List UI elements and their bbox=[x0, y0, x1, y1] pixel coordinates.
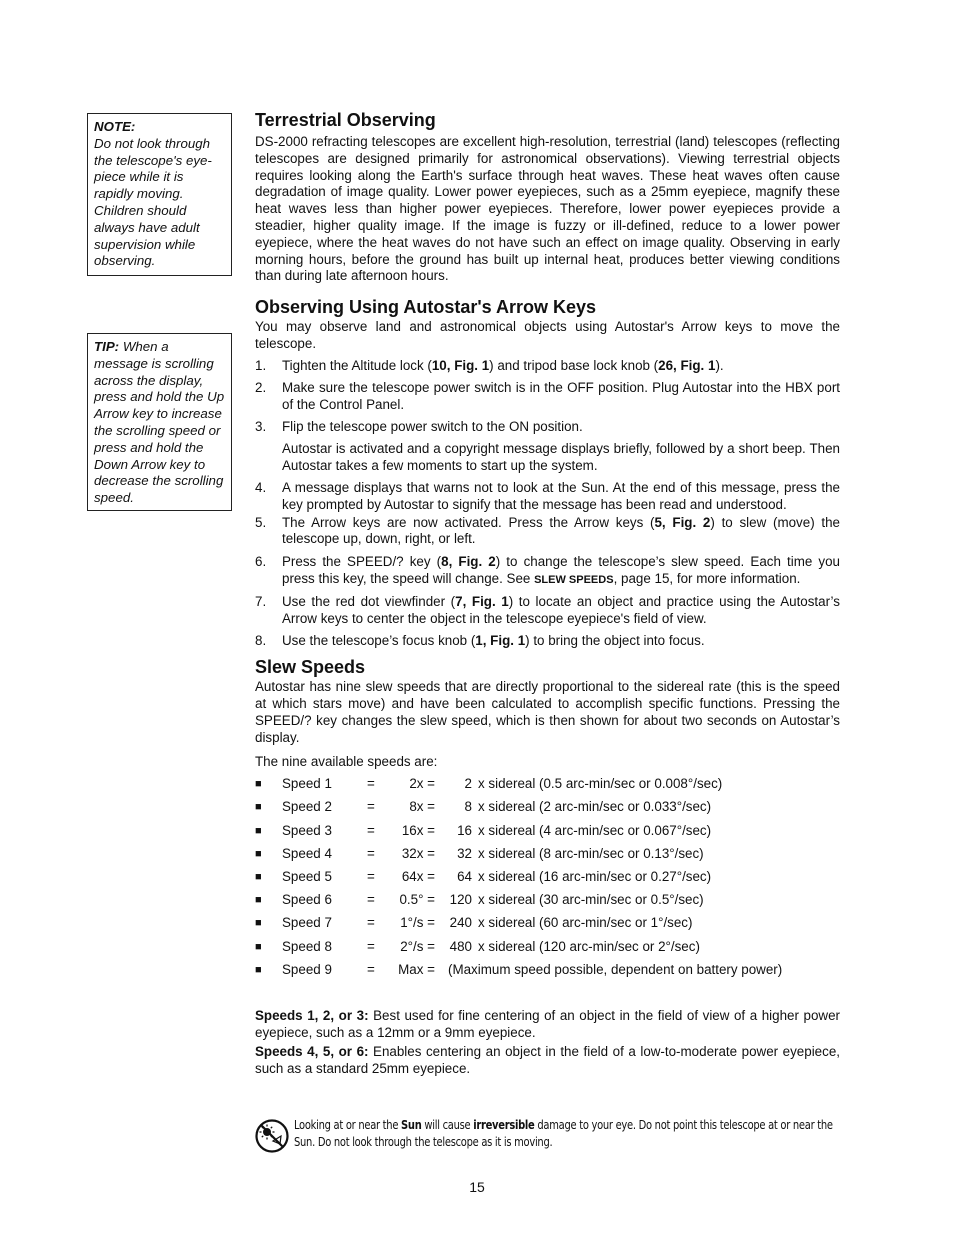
speed-equals: = bbox=[367, 822, 375, 838]
tip-text: When a message is scrolling across the display, press and hold the Up Arrow key to increase the scrolling speed or press and hold the Down Arrow key to decrease the scrolling speed. bbox=[94, 339, 225, 506]
speed-row bbox=[255, 915, 840, 938]
speed-name: Speed 6 bbox=[282, 892, 332, 908]
terrestrial-body: DS-2000 refracting telescopes are excellent high-resolution, terrestrial (land) telescopes (reflecting telescopes are designed primarily for astronomical observations). Viewing terrestrial objects requires looking along the Earth's surface through heat waves. These heat waves often cause degradation of image quality. Lower power eyepieces, such as a 25mm eyepiece, magnify these heat waves less than higher power eyepieces. Therefore, lower power eyepieces provide a steadier, higher quality image. If the image is fuzzy or ill-defined, reduce to a lower power eyepiece, where the heat waves do not have such an effect on image quality. Observing in early morning hours, before the ground has built up internal heat, produces better viewing conditions than during late afternoon hours. bbox=[255, 134, 840, 284]
step-text: Make sure the telescope power switch is in the OFF position. Plug Autostar into the HBX port of the Control Panel. bbox=[282, 380, 840, 412]
speed-description: x sidereal (4 arc-min/sec or 0.067°/sec) bbox=[478, 822, 712, 838]
speed-value: 16 bbox=[457, 822, 472, 838]
usage-2-label: Speeds 4, 5, or 6: bbox=[255, 1044, 369, 1060]
step-number: 5. bbox=[255, 514, 267, 530]
warning-irreversible: irreversible bbox=[473, 1118, 535, 1132]
speed-row bbox=[255, 799, 840, 822]
slew-heading: Slew Speeds bbox=[255, 657, 366, 678]
speed-multiplier: 8x = bbox=[409, 799, 435, 815]
speed-row bbox=[255, 869, 840, 892]
speeds-list bbox=[255, 776, 840, 985]
step-number: 8. bbox=[255, 632, 267, 648]
bullet-icon: ■ bbox=[255, 847, 262, 860]
bullet-icon: ■ bbox=[255, 824, 262, 837]
step-number: 6. bbox=[255, 553, 267, 569]
speed-name: Speed 7 bbox=[282, 915, 332, 931]
speed-description: x sidereal (0.5 arc-min/sec or 0.008°/sec) bbox=[478, 776, 723, 792]
speed-row bbox=[255, 776, 840, 799]
speed-value: 240 bbox=[449, 915, 472, 931]
figure-ref: 5, Fig. 2 bbox=[654, 514, 711, 530]
bullet-icon: ■ bbox=[255, 963, 262, 976]
figure-ref: 8, Fig. 2 bbox=[441, 553, 496, 569]
usage-2-text: Enables centering an object in the field of a low-to-moderate power eyepiece, such as a standard 25mm eyepiece. bbox=[255, 1044, 840, 1077]
speed-multiplier: 32x = bbox=[401, 845, 435, 861]
speed-description: x sidereal (60 arc-min/sec or 1°/sec) bbox=[478, 915, 693, 931]
speed-equals: = bbox=[367, 961, 375, 977]
speed-name: Speed 4 bbox=[282, 845, 332, 861]
step-text: The Arrow keys are now activated. Press the Arrow keys ( bbox=[282, 514, 655, 530]
speed-row bbox=[255, 892, 840, 915]
speed-description: x sidereal (2 arc-min/sec or 0.033°/sec) bbox=[478, 799, 712, 815]
bullet-icon: ■ bbox=[255, 894, 262, 907]
speed-row bbox=[255, 962, 840, 985]
step-text: ) and tripod base lock knob ( bbox=[489, 357, 659, 373]
step-text: Tighten the Altitude lock ( bbox=[282, 357, 432, 373]
terrestrial-heading: Terrestrial Observing bbox=[255, 110, 436, 130]
bullet-icon: ■ bbox=[255, 801, 262, 814]
figure-ref: 1, Fig. 1 bbox=[475, 632, 526, 648]
speed-value: 120 bbox=[449, 892, 472, 908]
speed-equals: = bbox=[367, 868, 375, 884]
speed-equals: = bbox=[367, 938, 375, 954]
list-item bbox=[255, 594, 840, 628]
speed-value: 2 bbox=[464, 776, 472, 792]
usage-1-text: Best used for fine centering of an object in the field of view of a higher power eyepiece, such as a 12mm or a 9mm eyepiece. bbox=[255, 1007, 840, 1040]
speed-multiplier: 2x = bbox=[409, 776, 435, 792]
steps-list bbox=[255, 358, 840, 650]
step-text: Press the SPEED/? key ( bbox=[282, 553, 442, 569]
step-text: Use the red dot viewfinder ( bbox=[282, 593, 456, 609]
speed-equals: = bbox=[367, 892, 375, 908]
no-sun-warning-icon bbox=[255, 1119, 289, 1153]
slew-body: Autostar has nine slew speeds that are directly proportional to the sidereal rate (this is the speed at which stars move) and have been calculated to accomplish specific functions. Pressing the SPEED/? key changes the slew speed, which is then shown for about two seconds on Autostar’s display. bbox=[255, 679, 840, 745]
bullet-icon: ■ bbox=[255, 870, 262, 883]
speed-equals: = bbox=[367, 915, 375, 931]
main-column bbox=[255, 108, 840, 1078]
speed-multiplier: 64x = bbox=[401, 868, 435, 884]
step-text: ) to bring the object into focus. bbox=[525, 632, 705, 648]
speed-description: x sidereal (16 arc-min/sec or 0.27°/sec) bbox=[478, 868, 712, 884]
warning-text-part: damage to your eye. Do not point this telescope at or near the Sun. Do not look through the telescope as it is moving. bbox=[294, 1118, 833, 1149]
speed-row bbox=[255, 846, 840, 869]
speed-row bbox=[255, 939, 840, 962]
speed-name: Speed 1 bbox=[282, 776, 332, 792]
step-number: 7. bbox=[255, 593, 267, 609]
speed-description: x sidereal (120 arc-min/sec or 2°/sec) bbox=[478, 938, 700, 954]
step-number: 3. bbox=[255, 419, 267, 435]
step-text: ) to locate an object and practice using the Autostar’s Arrow keys to center the object in the telescope eyepiece's field of view. bbox=[282, 593, 840, 626]
speed-equals: = bbox=[367, 799, 375, 815]
step-text: Flip the telescope power switch to the ON position. bbox=[282, 419, 583, 435]
speed-multiplier: Max = bbox=[398, 961, 435, 977]
speed-name: Speed 8 bbox=[282, 938, 332, 954]
speed-name: Speed 5 bbox=[282, 868, 332, 884]
figure-ref: 26, Fig. 1 bbox=[658, 357, 716, 373]
note-text: Do not look through the telescope's eye-piece while it is rapidly moving. Children should always have adult supervision while observing. bbox=[94, 135, 212, 269]
speed-multiplier: 1°/s = bbox=[400, 915, 435, 931]
step-text: , page 15, for more information. bbox=[613, 570, 801, 586]
warning-text-part: Looking at or near the bbox=[294, 1118, 402, 1132]
note-label: NOTE: bbox=[94, 119, 136, 134]
step-text: Use the telescope’s focus knob ( bbox=[282, 632, 476, 648]
speed-name: Speed 2 bbox=[282, 799, 332, 815]
step-text: ) to change the telescope’s slew speed. Each time you press this key, the speed will change. See bbox=[282, 553, 840, 586]
list-item bbox=[255, 554, 840, 589]
warning-text-part: will cause bbox=[421, 1118, 474, 1132]
list-item bbox=[255, 515, 840, 549]
speed-description: x sidereal (30 arc-min/sec or 0.5°/sec) bbox=[478, 892, 704, 908]
section-ref: SLEW SPEEDS bbox=[534, 573, 614, 586]
speed-name: Speed 9 bbox=[282, 961, 332, 977]
speed-value: 480 bbox=[449, 938, 472, 954]
bullet-icon: ■ bbox=[255, 778, 262, 791]
list-item bbox=[255, 419, 840, 474]
step-number: 4. bbox=[255, 480, 267, 496]
warning-text bbox=[294, 1117, 837, 1151]
tip-label: TIP: bbox=[94, 339, 120, 354]
list-item bbox=[255, 633, 840, 650]
list-item bbox=[255, 380, 840, 414]
bullet-icon: ■ bbox=[255, 917, 262, 930]
sun-warning bbox=[255, 1117, 840, 1157]
figure-ref: 7, Fig. 1 bbox=[455, 593, 509, 609]
list-item bbox=[255, 358, 840, 375]
usage-1-label: Speeds 1, 2, or 3: bbox=[255, 1007, 369, 1023]
speeds-intro: The nine available speeds are: bbox=[255, 754, 438, 770]
page-number: 15 bbox=[469, 1179, 485, 1195]
speed-equals: = bbox=[367, 845, 375, 861]
speed-name: Speed 3 bbox=[282, 822, 332, 838]
note-box bbox=[87, 113, 232, 276]
arrow-keys-heading: Observing Using Autostar's Arrow Keys bbox=[255, 297, 597, 318]
speed-description: (Maximum speed possible, dependent on battery power) bbox=[448, 961, 783, 977]
figure-ref: 10, Fig. 1 bbox=[431, 357, 490, 373]
step-number: 1. bbox=[255, 357, 267, 373]
bullet-icon: ■ bbox=[255, 940, 262, 953]
step-text: A message displays that warns not to look at the Sun. At the end of this message, press the key prompted by Autostar to signify that the message has been read and understood. bbox=[282, 480, 840, 512]
speed-value: 32 bbox=[457, 845, 472, 861]
warning-sun: Sun bbox=[401, 1118, 422, 1132]
speed-equals: = bbox=[367, 776, 375, 792]
step-number: 2. bbox=[255, 380, 267, 396]
arrow-keys-intro: You may observe land and astronomical objects using Autostar's Arrow keys to move the telescope. bbox=[255, 319, 840, 351]
speed-multiplier: 2°/s = bbox=[400, 938, 435, 954]
step-text: ). bbox=[715, 357, 724, 373]
speed-value: 64 bbox=[457, 868, 472, 884]
speed-multiplier: 16x = bbox=[401, 822, 435, 838]
speed-description: x sidereal (8 arc-min/sec or 0.13°/sec) bbox=[478, 845, 704, 861]
tip-box bbox=[87, 333, 232, 511]
speed-multiplier: 0.5° = bbox=[399, 892, 435, 908]
usage-2 bbox=[255, 1044, 840, 1078]
step-extra-text: Autostar is activated and a copyright message displays briefly, followed by a short beep. Then Autostar takes a few moments to start up the system. bbox=[282, 440, 840, 473]
usage-1 bbox=[255, 1008, 840, 1042]
step-text: ) to slew (move) the telescope up, down, right, or left. bbox=[282, 514, 841, 547]
list-item bbox=[255, 480, 840, 514]
speed-row bbox=[255, 823, 840, 846]
speed-value: 8 bbox=[464, 799, 472, 815]
